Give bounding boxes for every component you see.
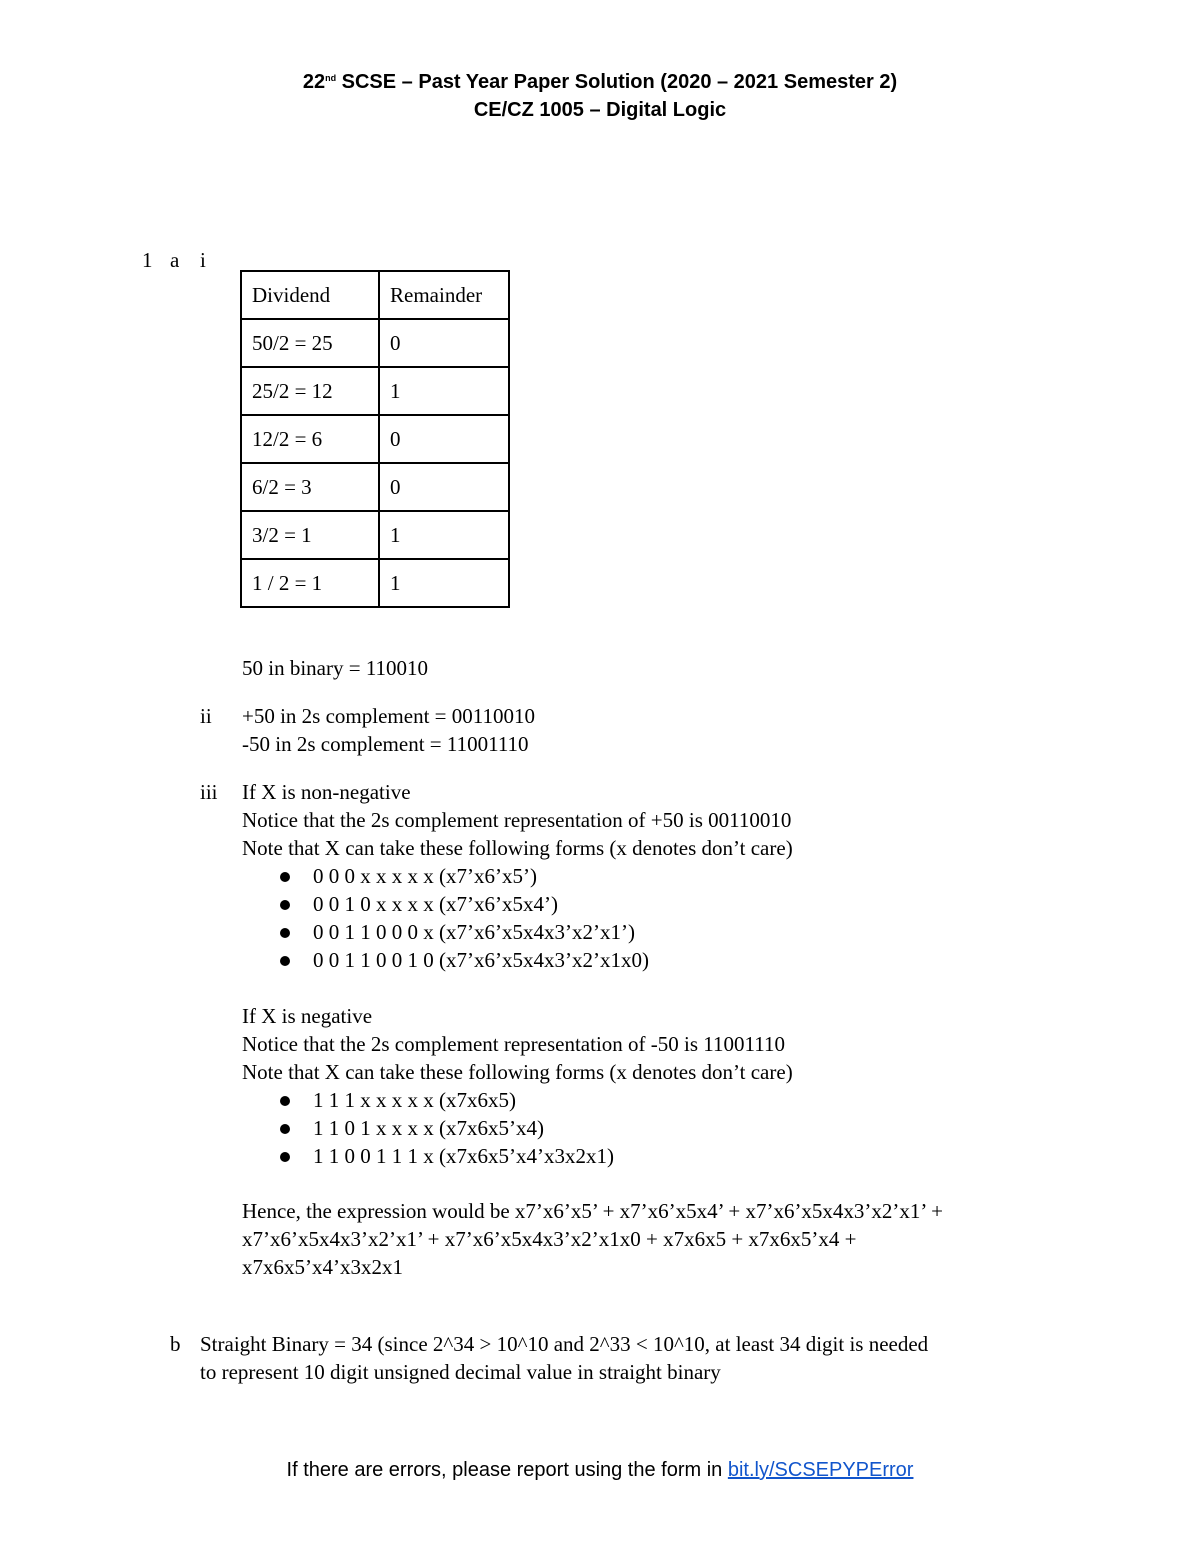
binary-result: 50 in binary = 110010	[242, 656, 429, 680]
footer-text: If there are errors, please report using the form in	[286, 1459, 728, 1481]
table-row	[241, 559, 509, 607]
nonneg-notice: Notice that the 2s complement representation of +50 is 00110010	[242, 808, 792, 832]
nonneg-heading: If X is non-negative	[242, 780, 411, 804]
table-cell-dividend: 12/2 = 6	[241, 415, 379, 463]
table-cell-dividend: 6/2 = 3	[241, 463, 379, 511]
expression-line: x7x6x5’x4’x3x2x1	[242, 1255, 403, 1279]
division-table	[240, 270, 510, 608]
neg-notice: Notice that the 2s complement representation of -50 is 11001110	[242, 1032, 785, 1056]
table-cell-remainder: 0	[379, 415, 509, 463]
neg-note: Note that X can take these following forms (x denotes don’t care)	[242, 1060, 793, 1084]
course-title: CE/CZ 1005 – Digital Logic	[473, 99, 727, 121]
part-b-line: Straight Binary = 34 (since 2^34 > 10^10 and 2^33 < 10^10, at least 34 digit is needed	[200, 1332, 929, 1356]
bullet-icon	[280, 1124, 290, 1134]
table-row	[241, 463, 509, 511]
table-header-dividend: Dividend	[241, 271, 379, 319]
table-row	[241, 367, 509, 415]
nonneg-note: Note that X can take these following forms (x denotes don’t care)	[242, 836, 793, 860]
part-a-label: a	[170, 248, 180, 272]
footer	[0, 1459, 1200, 1482]
table-header-row	[241, 271, 509, 319]
bullet-icon	[280, 956, 290, 966]
table-cell-remainder: 1	[379, 367, 509, 415]
table-row	[241, 319, 509, 367]
bullet-icon	[280, 1096, 290, 1106]
positive-2s-complement: +50 in 2s complement = 00110010	[242, 704, 535, 728]
table-cell-dividend: 25/2 = 12	[241, 367, 379, 415]
table-cell-dividend: 50/2 = 25	[241, 319, 379, 367]
error-report-link[interactable]: bit.ly/SCSEPYPError	[727, 1459, 914, 1481]
table-header-remainder: Remainder	[379, 271, 509, 319]
list-item: 0 0 0 x x x x x (x7’x6’x5’)	[313, 864, 537, 888]
page-title: 22nd SCSE – Past Year Paper Solution (2020 – 2021 Semester 2)	[302, 71, 898, 93]
sub-i-label: i	[200, 248, 206, 272]
table-row	[241, 511, 509, 559]
table-cell-remainder: 0	[379, 319, 509, 367]
list-item: 1 1 0 0 1 1 1 x (x7x6x5’x4’x3x2x1)	[313, 1144, 614, 1168]
part-b-label: b	[170, 1332, 181, 1356]
neg-heading: If X is negative	[242, 1004, 373, 1028]
bullet-icon	[280, 928, 290, 938]
sub-iii-label: iii	[200, 780, 218, 804]
part-b-line: to represent 10 digit unsigned decimal value in straight binary	[200, 1360, 721, 1384]
table-cell-dividend: 3/2 = 1	[241, 511, 379, 559]
question-number: 1	[142, 248, 153, 272]
table-cell-remainder: 1	[379, 511, 509, 559]
sub-ii-label: ii	[200, 704, 212, 728]
bullet-icon	[280, 900, 290, 910]
table-cell-dividend: 1 / 2 = 1	[241, 559, 379, 607]
list-item: 0 0 1 1 0 0 1 0 (x7’x6’x5x4x3’x2’x1x0)	[313, 948, 649, 972]
list-item: 0 0 1 0 x x x x (x7’x6’x5x4’)	[313, 892, 558, 916]
list-item: 0 0 1 1 0 0 0 x (x7’x6’x5x4x3’x2’x1’)	[313, 920, 635, 944]
table-cell-remainder: 1	[379, 559, 509, 607]
table-cell-remainder: 0	[379, 463, 509, 511]
bullet-icon	[280, 1152, 290, 1162]
bullet-icon	[280, 872, 290, 882]
table-row	[241, 415, 509, 463]
expression-line: Hence, the expression would be x7’x6’x5’ + x7’x6’x5x4’ + x7’x6’x5x4x3’x2’x1’ +	[242, 1199, 943, 1223]
list-item: 1 1 1 x x x x x (x7x6x5)	[313, 1088, 516, 1112]
expression-line: x7’x6’x5x4x3’x2’x1’ + x7’x6’x5x4x3’x2’x1x0 + x7x6x5 + x7x6x5’x4 +	[242, 1227, 857, 1251]
list-item: 1 1 0 1 x x x x (x7x6x5’x4)	[313, 1116, 544, 1140]
negative-2s-complement: -50 in 2s complement = 11001110	[242, 732, 529, 756]
